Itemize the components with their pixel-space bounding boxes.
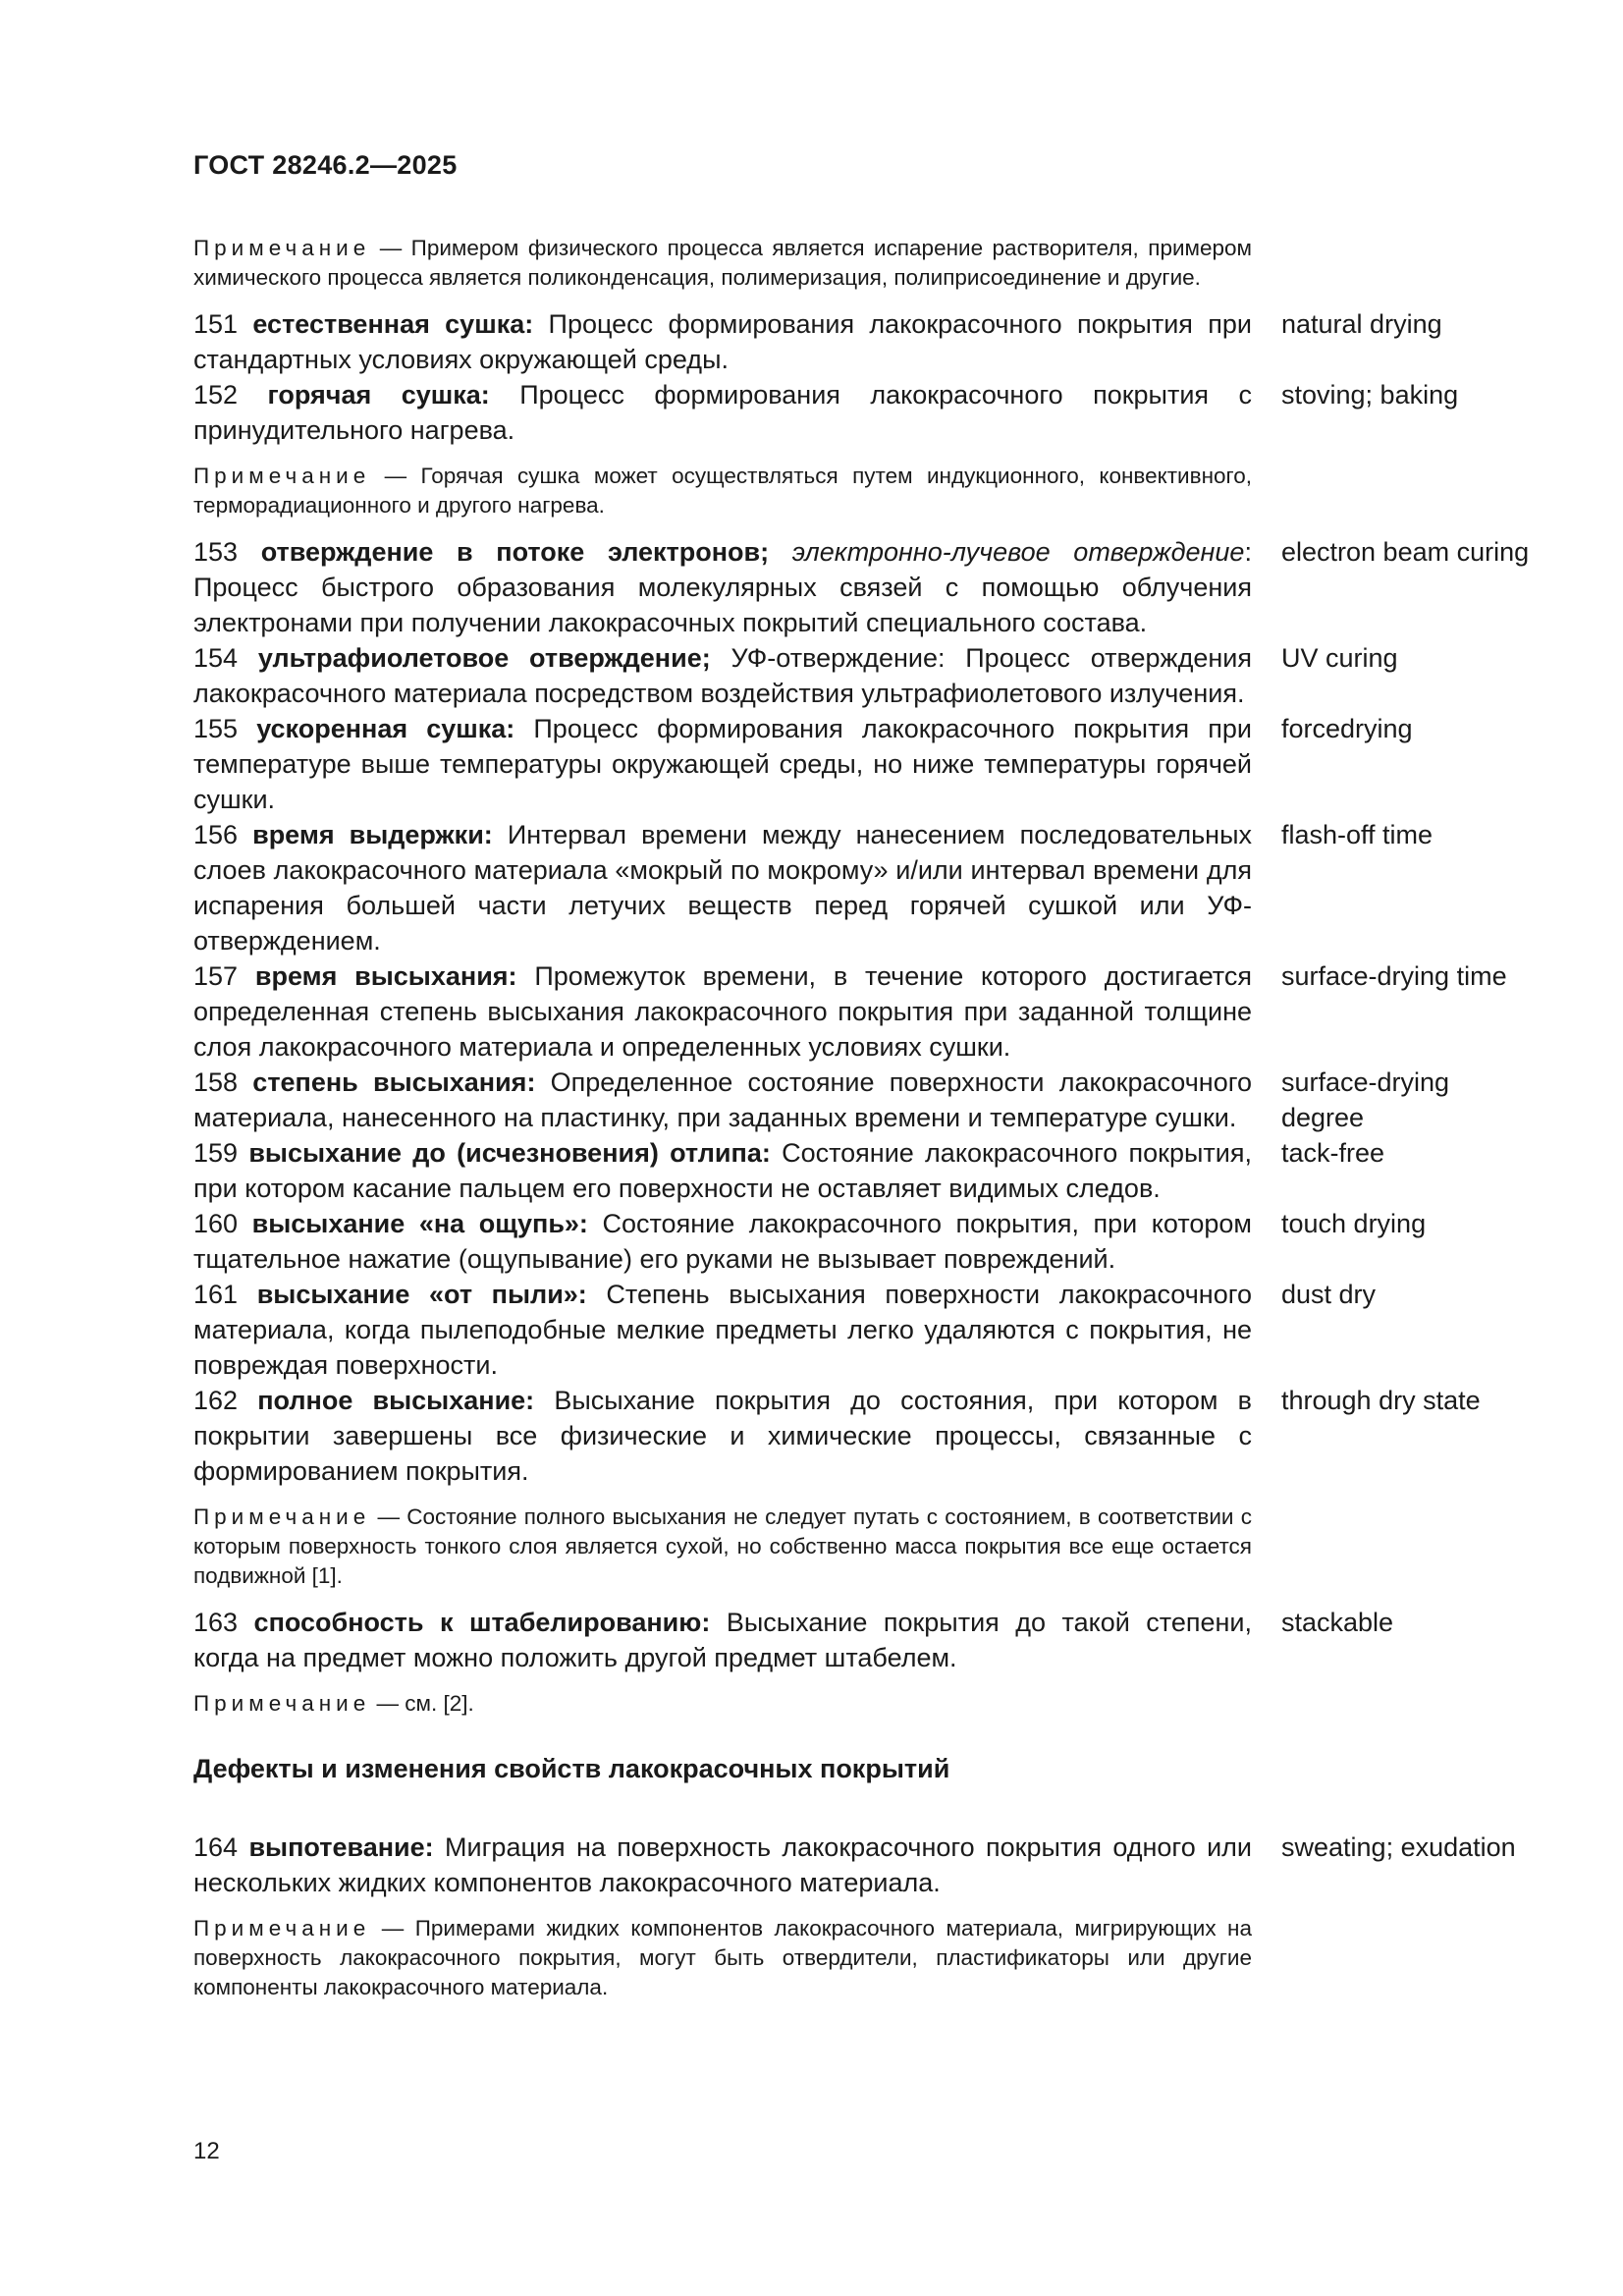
term-definition: Процесс формирования лакокрасочного покрытия с принудительного нагрева. (193, 380, 1252, 445)
term-number: 152 (193, 380, 239, 410)
note-physical-chemical-process (193, 234, 1252, 293)
term-162 (193, 1383, 1548, 1489)
term-name: высыхание до (исчезновения) отлипа: (248, 1138, 771, 1168)
term-name: ускоренная сушка: (256, 714, 515, 743)
term-name: высыхание «на ощупь»: (251, 1209, 588, 1238)
section-heading: Дефекты и изменения свойств лакокрасочных покрытий (193, 1754, 950, 1783)
term-number: 164 (193, 1832, 239, 1862)
term-number: 160 (193, 1209, 239, 1238)
note-text: — Горячая сушка может осуществляться путем индукционного, конвективного, терморадиационного и другого нагрева. (193, 464, 1252, 518)
term-english: touch drying (1281, 1209, 1427, 1238)
note-164 (193, 1914, 1252, 2002)
term-154 (193, 640, 1548, 711)
term-name: степень высыхания: (252, 1067, 536, 1097)
term-164 (193, 1830, 1548, 1900)
term-name: ультрафиолетовое отверждение; (257, 643, 711, 673)
term-157 (193, 958, 1548, 1065)
term-definition: Промежуток времени, в течение которого достигается определенная степень высыхания лакокрасочного покрытия при заданной толщине слоя лакокрасочного материала и определенных условиях сушки. (193, 961, 1252, 1062)
term-english: dust dry (1281, 1280, 1377, 1309)
term-name: высыхание «от пыли»: (256, 1280, 587, 1309)
term-number: 151 (193, 309, 239, 339)
note-text: — Состояние полного высыхания не следует путать с состоянием, в соответствии с которым поверхность тонкого слоя является сухой, но собственно масса покрытия все еще остается подвижной [1]. (193, 1504, 1252, 1588)
term-english: through dry state (1281, 1386, 1481, 1415)
term-synonym: электронно-лучевое отверждение (791, 537, 1245, 567)
note-label: Примечание (193, 1916, 371, 1941)
note-152 (193, 462, 1252, 520)
term-name: горячая сушка: (267, 380, 490, 410)
term-name: выпотевание: (248, 1832, 434, 1862)
note-text: — см. [2]. (370, 1691, 474, 1716)
term-english: stoving; baking (1281, 380, 1459, 410)
term-number: 154 (193, 643, 239, 673)
term-english: surface-drying degree (1281, 1067, 1450, 1132)
term-definition: : Процесс быстрого образования молекулярных связей с помощью облучения электронами при получении лакокрасочных покрытий специального состава. (193, 537, 1252, 637)
term-151 (193, 306, 1548, 377)
term-english: forcedrying (1281, 714, 1413, 743)
term-name: способность к штабелированию: (253, 1608, 711, 1637)
term-definition: Интервал времени между нанесением последовательных слоев лакокрасочного материала «мокрый по мокрому» и/или интервал времени для испарения большей части летучих веществ перед горячей сушкой или УФ-отверждением. (193, 820, 1252, 956)
term-english: UV curing (1281, 643, 1398, 673)
term-152 (193, 377, 1548, 448)
note-label: Примечание (193, 1504, 371, 1529)
term-160 (193, 1206, 1548, 1277)
term-name: естественная сушка: (252, 309, 534, 339)
term-number: 155 (193, 714, 239, 743)
term-number: 158 (193, 1067, 239, 1097)
term-definition: Степень высыхания поверхности лакокрасочного материала, когда пылеподобные мелкие предметы легко удаляются с покрытия, не повреждая поверхности. (193, 1280, 1252, 1380)
term-name: отверждение в потоке электронов; (260, 537, 770, 567)
term-163 (193, 1605, 1548, 1675)
term-english: stackable (1281, 1608, 1394, 1637)
term-english: flash-off time (1281, 820, 1434, 849)
term-english: surface-drying time (1281, 961, 1507, 991)
term-definition: Миграция на поверхность лакокрасочного покрытия одного или нескольких жидких компонентов лакокрасочного материала. (193, 1832, 1252, 1897)
note-label: Примечание (193, 236, 371, 260)
term-definition: Состояние лакокрасочного покрытия, при котором тщательное нажатие (ощупывание) его руками не вызывает повреждений. (193, 1209, 1252, 1274)
term-161 (193, 1277, 1548, 1383)
term-definition: Состояние лакокрасочного покрытия, при котором касание пальцем его поверхности не оставляет видимых следов. (193, 1138, 1252, 1203)
term-number: 163 (193, 1608, 239, 1637)
term-definition: Определенное состояние поверхности лакокрасочного материала, нанесенного на пластинку, при заданных времени и температуре сушки. (193, 1067, 1252, 1132)
term-name: время выдержки: (252, 820, 493, 849)
term-156 (193, 817, 1548, 958)
note-text: — Примером физического процесса является испарение растворителя, примером химического процесса является поликонденсация, полимеризация, полиприсоединение и другие. (193, 236, 1252, 290)
term-english: sweating; exudation (1281, 1832, 1516, 1862)
term-name: полное высыхание: (257, 1386, 535, 1415)
note-label: Примечание (193, 464, 371, 488)
term-number: 161 (193, 1280, 239, 1309)
term-number: 159 (193, 1138, 239, 1168)
term-158 (193, 1065, 1548, 1135)
note-162 (193, 1503, 1252, 1591)
standard-designation: ГОСТ 28246.2—2025 (193, 150, 458, 180)
note-label: Примечание (193, 1691, 371, 1716)
term-definition: УФ-отверждение: Процесс отверждения лакокрасочного материала посредством воздействия ультрафиолетового излучения. (193, 643, 1252, 708)
term-definition: Высыхание покрытия до такой степени, когда на предмет можно положить другой предмет штабелем. (193, 1608, 1252, 1672)
term-english: electron beam curing (1281, 537, 1530, 567)
term-number: 157 (193, 961, 239, 991)
term-english: natural drying (1281, 309, 1442, 339)
term-definition: Процесс формирования лакокрасочного покрытия при стандартных условиях окружающей среды. (193, 309, 1252, 374)
term-definition: Процесс формирования лакокрасочного покрытия при температуре выше температуры окружающей среды, но ниже температуры горячей сушки. (193, 714, 1252, 814)
term-153 (193, 534, 1548, 640)
term-name: время высыхания: (254, 961, 517, 991)
term-definition: Высыхание покрытия до состояния, при котором в покрытии завершены все физические и химические процессы, связанные с формированием покрытия. (193, 1386, 1252, 1486)
term-159 (193, 1135, 1548, 1206)
note-text: — Примерами жидких компонентов лакокрасочного материала, мигрирующих на поверхность лакокрасочного покрытия, могут быть отвердители, пластификаторы или другие компоненты лакокрасочного материала. (193, 1916, 1252, 1999)
term-number: 162 (193, 1386, 239, 1415)
term-number: 156 (193, 820, 239, 849)
term-english: tack-free (1281, 1138, 1385, 1168)
note-163 (193, 1689, 1252, 1719)
term-number: 153 (193, 537, 239, 567)
page-number: 12 (193, 2138, 220, 2164)
terms-content (193, 234, 1548, 2016)
term-155 (193, 711, 1548, 817)
